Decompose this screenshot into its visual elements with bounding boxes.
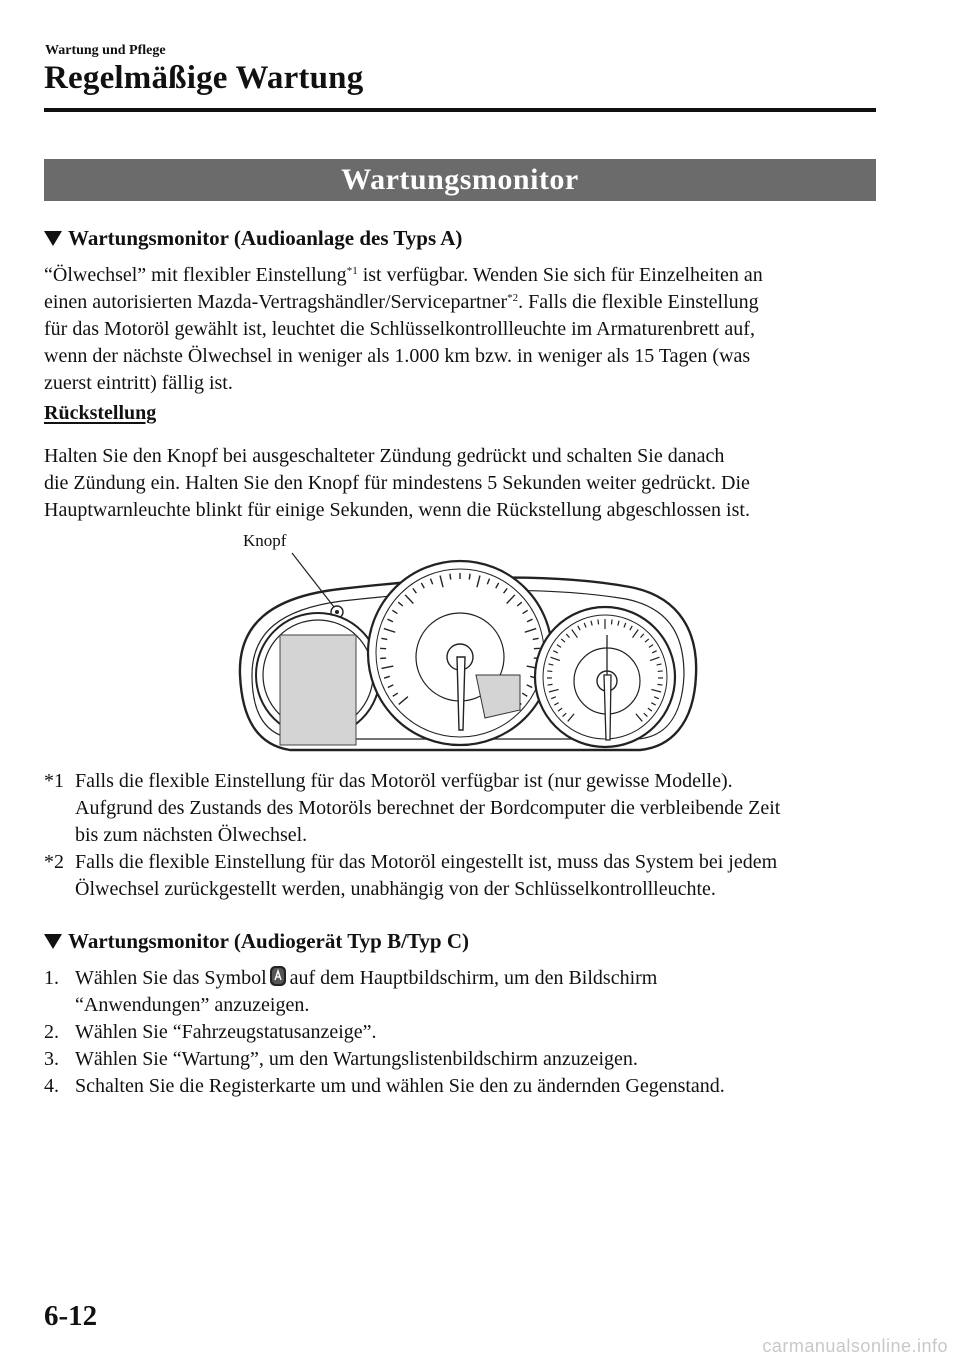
footnote-1-line: bis zum nächsten Ölwechsel. — [75, 824, 308, 846]
gauge-tick — [469, 574, 470, 580]
reset-subheading: Rückstellung — [44, 402, 157, 424]
footnote-2-line: Ölwechsel zurückgestellt werden, unabhängig von der Schlüsselkontrollleuchte. — [75, 878, 716, 900]
reset-paragraph — [44, 443, 884, 524]
section-banner: Wartungsmonitor — [44, 159, 876, 201]
gauge-tick — [611, 619, 612, 624]
intro-line: wenn der nächste Ölwechsel in weniger als 1.000 km bzw. in weniger als 15 Tagen (was — [44, 345, 751, 367]
step-3: 3. Wählen Sie “Wartung”, um den Wartungslistenbildschirm anzuzeigen. — [44, 1048, 638, 1070]
step-1: 1. Wählen Sie das Symbol auf dem Hauptbildschirm, um den Bildschirm — [44, 967, 658, 989]
gauge-tick — [548, 684, 553, 685]
title-rule — [44, 108, 876, 112]
step-1-continuation: “Anwendungen” anzuzeigen. — [75, 994, 310, 1016]
triangle-bullet-icon — [44, 231, 62, 246]
intro-line: “Ölwechsel” mit flexibler Einstellung$^{*1}$ ist verfügbar. Wenden Sie sich für Einzelheiten an — [44, 264, 763, 286]
chapter-label: Wartung und Pflege — [45, 43, 166, 58]
page-number: 6-12 — [44, 1300, 98, 1332]
steps-list — [44, 965, 884, 1100]
footnote-2: *2 Falls die flexible Einstellung für das Motoröl eingestellt ist, muss das System bei jedem — [44, 851, 778, 873]
reset-line: die Zündung ein. Halten Sie den Knopf für mindestens 5 Sekunden weiter gedrückt. Die — [44, 472, 750, 494]
page-title: Regelmäßige Wartung — [44, 60, 364, 96]
reset-line: Hauptwarnleuchte blinkt für einige Sekunden, wenn die Rückstellung abgeschlossen ist. — [44, 499, 750, 521]
footnote-1: *1 Falls die flexible Einstellung für das Motoröl verfügbar ist (nur gewisse Modelle). — [44, 770, 733, 792]
step-4: 4. Schalten Sie die Registerkarte um und wählen Sie den zu ändernden Gegenstand. — [44, 1075, 725, 1097]
section-a-heading-text: Wartungsmonitor (Audioanlage des Typs A) — [68, 226, 463, 250]
instrument-cluster-illustration — [230, 525, 700, 765]
gauge-tick — [658, 671, 663, 672]
reset-line: Halten Sie den Knopf bei ausgeschalteter Zündung gedrückt und schalten Sie danach — [44, 445, 725, 467]
section-b-heading — [44, 929, 469, 954]
applications-icon — [269, 965, 287, 987]
step-2: 2. Wählen Sie “Fahrzeugstatusanzeige”. — [44, 1021, 377, 1043]
gauge-tick — [547, 671, 552, 672]
intro-line: einen autorisierten Mazda-Vertragshändler/Servicepartner$^{*2}$. Falls die flexible Einstellung — [44, 291, 759, 313]
footnotes — [44, 768, 884, 903]
intro-paragraph — [44, 262, 884, 397]
gauge-tick — [657, 684, 662, 685]
gauge-tick — [598, 619, 599, 624]
triangle-bullet-icon — [44, 934, 62, 949]
section-b-heading-text: Wartungsmonitor (Audiogerät Typ B/Typ C) — [68, 929, 469, 953]
gauge-tick — [450, 574, 451, 580]
section-a-heading — [44, 226, 462, 251]
figure-label-knopf: Knopf — [243, 531, 287, 550]
watermark: carmanualsonline.info — [762, 1336, 948, 1356]
footnote-1-line: Aufgrund des Zustands des Motoröls berechnet der Bordcomputer die verbleibende Zeit — [75, 797, 781, 819]
intro-line: für das Motoröl gewählt ist, leuchtet die Schlüsselkontrollleuchte im Armaturenbrett auf, — [44, 318, 755, 340]
intro-line: zuerst eintritt) fällig ist. — [44, 372, 233, 394]
